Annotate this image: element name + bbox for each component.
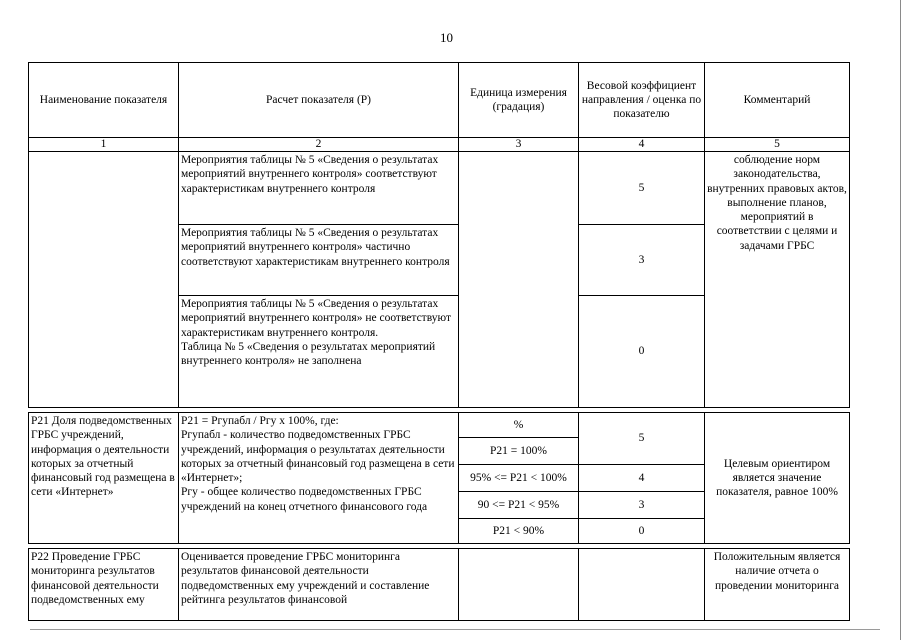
control-calc-3: Мероприятия таблицы № 5 «Сведения о результатах мероприятий внутреннего контроля» не соответствуют характеристикам внутреннего контроля. Таблица № 5 «Сведения о результатах мероприятий внутреннего контроля» не заполнена: [178, 295, 459, 408]
control-unit: [458, 151, 579, 408]
control-calc-2: Мероприятия таблицы № 5 «Сведения о результатах мероприятий внутреннего контроля» частично соответствуют характеристикам внутреннего контроля: [178, 224, 459, 296]
p21-unit: %: [458, 412, 579, 438]
p21-grade-3: 90 <= Р21 < 95%: [458, 491, 579, 519]
page-number: 10: [440, 30, 453, 45]
column-number-4: 4: [578, 137, 705, 152]
p21-score-3: 3: [578, 491, 705, 519]
column-number-1: 1: [28, 137, 179, 152]
p21-indicator-name: Р21 Доля подведомственных ГРБС учреждений, информация о деятельности которых за отчетный финансовый год размещена в сети «Интернет»: [28, 412, 179, 544]
column-number-3: 3: [458, 137, 579, 152]
header-weight: Весовой коэффициент направления / оценка по показателю: [578, 62, 705, 138]
scan-bottom-line: [30, 629, 880, 630]
control-comment: соблюдение норм законодательства, внутренних правовых актов, выполнение планов, мероприятий в соответствии с целями и задачами ГРБС: [704, 151, 850, 408]
p21-calculation: Р21 = Ргупабл / Ргу x 100%, где: Ргупабл - количество подведомственных ГРБС учреждений, информация о результатах деятельности которых за отчетный финансовый год размещена в сети «Интернет»; Ргу - общее количество подведомственных ГРБС учреждений на конец отчетного финансового года: [178, 412, 459, 544]
p21-grade-1: Р21 = 100%: [458, 437, 579, 465]
p22-calculation: Оценивается проведение ГРБС мониторинга результатов финансовой деятельности подведомственных ему учреждений и составление рейтинга результатов финансовой: [178, 548, 459, 621]
control-indicator-name: [28, 151, 179, 408]
header-calculation: Расчет показателя (Р): [178, 62, 459, 138]
p21-score-1: 5: [578, 412, 705, 465]
p21-comment: Целевым ориентиром является значение показателя, равное 100%: [704, 412, 850, 544]
column-number-5: 5: [704, 137, 850, 152]
p21-grade-4: Р21 < 90%: [458, 518, 579, 544]
control-calc-1: Мероприятия таблицы № 5 «Сведения о результатах мероприятий внутреннего контроля» соответствуют характеристикам внутреннего контроля: [178, 151, 459, 225]
p21-score-4: 0: [578, 518, 705, 544]
p22-comment: Положительным является наличие отчета о проведении мониторинга: [704, 548, 850, 621]
column-number-2: 2: [178, 137, 459, 152]
header-unit: Единица измерения (градация): [458, 62, 579, 138]
p22-unit: [458, 548, 579, 621]
header-indicator-name: Наименование показателя: [28, 62, 179, 138]
control-score-1: 5: [578, 151, 705, 225]
p21-score-2: 4: [578, 464, 705, 492]
control-score-3: 0: [578, 295, 705, 408]
scan-edge-line: [900, 0, 901, 640]
p21-grade-2: 95% <= Р21 < 100%: [458, 464, 579, 492]
control-score-2: 3: [578, 224, 705, 296]
p22-score: [578, 548, 705, 621]
p22-indicator-name: Р22 Проведение ГРБС мониторинга результатов финансовой деятельности подведомственных ему: [28, 548, 179, 621]
header-comment: Комментарий: [704, 62, 850, 138]
